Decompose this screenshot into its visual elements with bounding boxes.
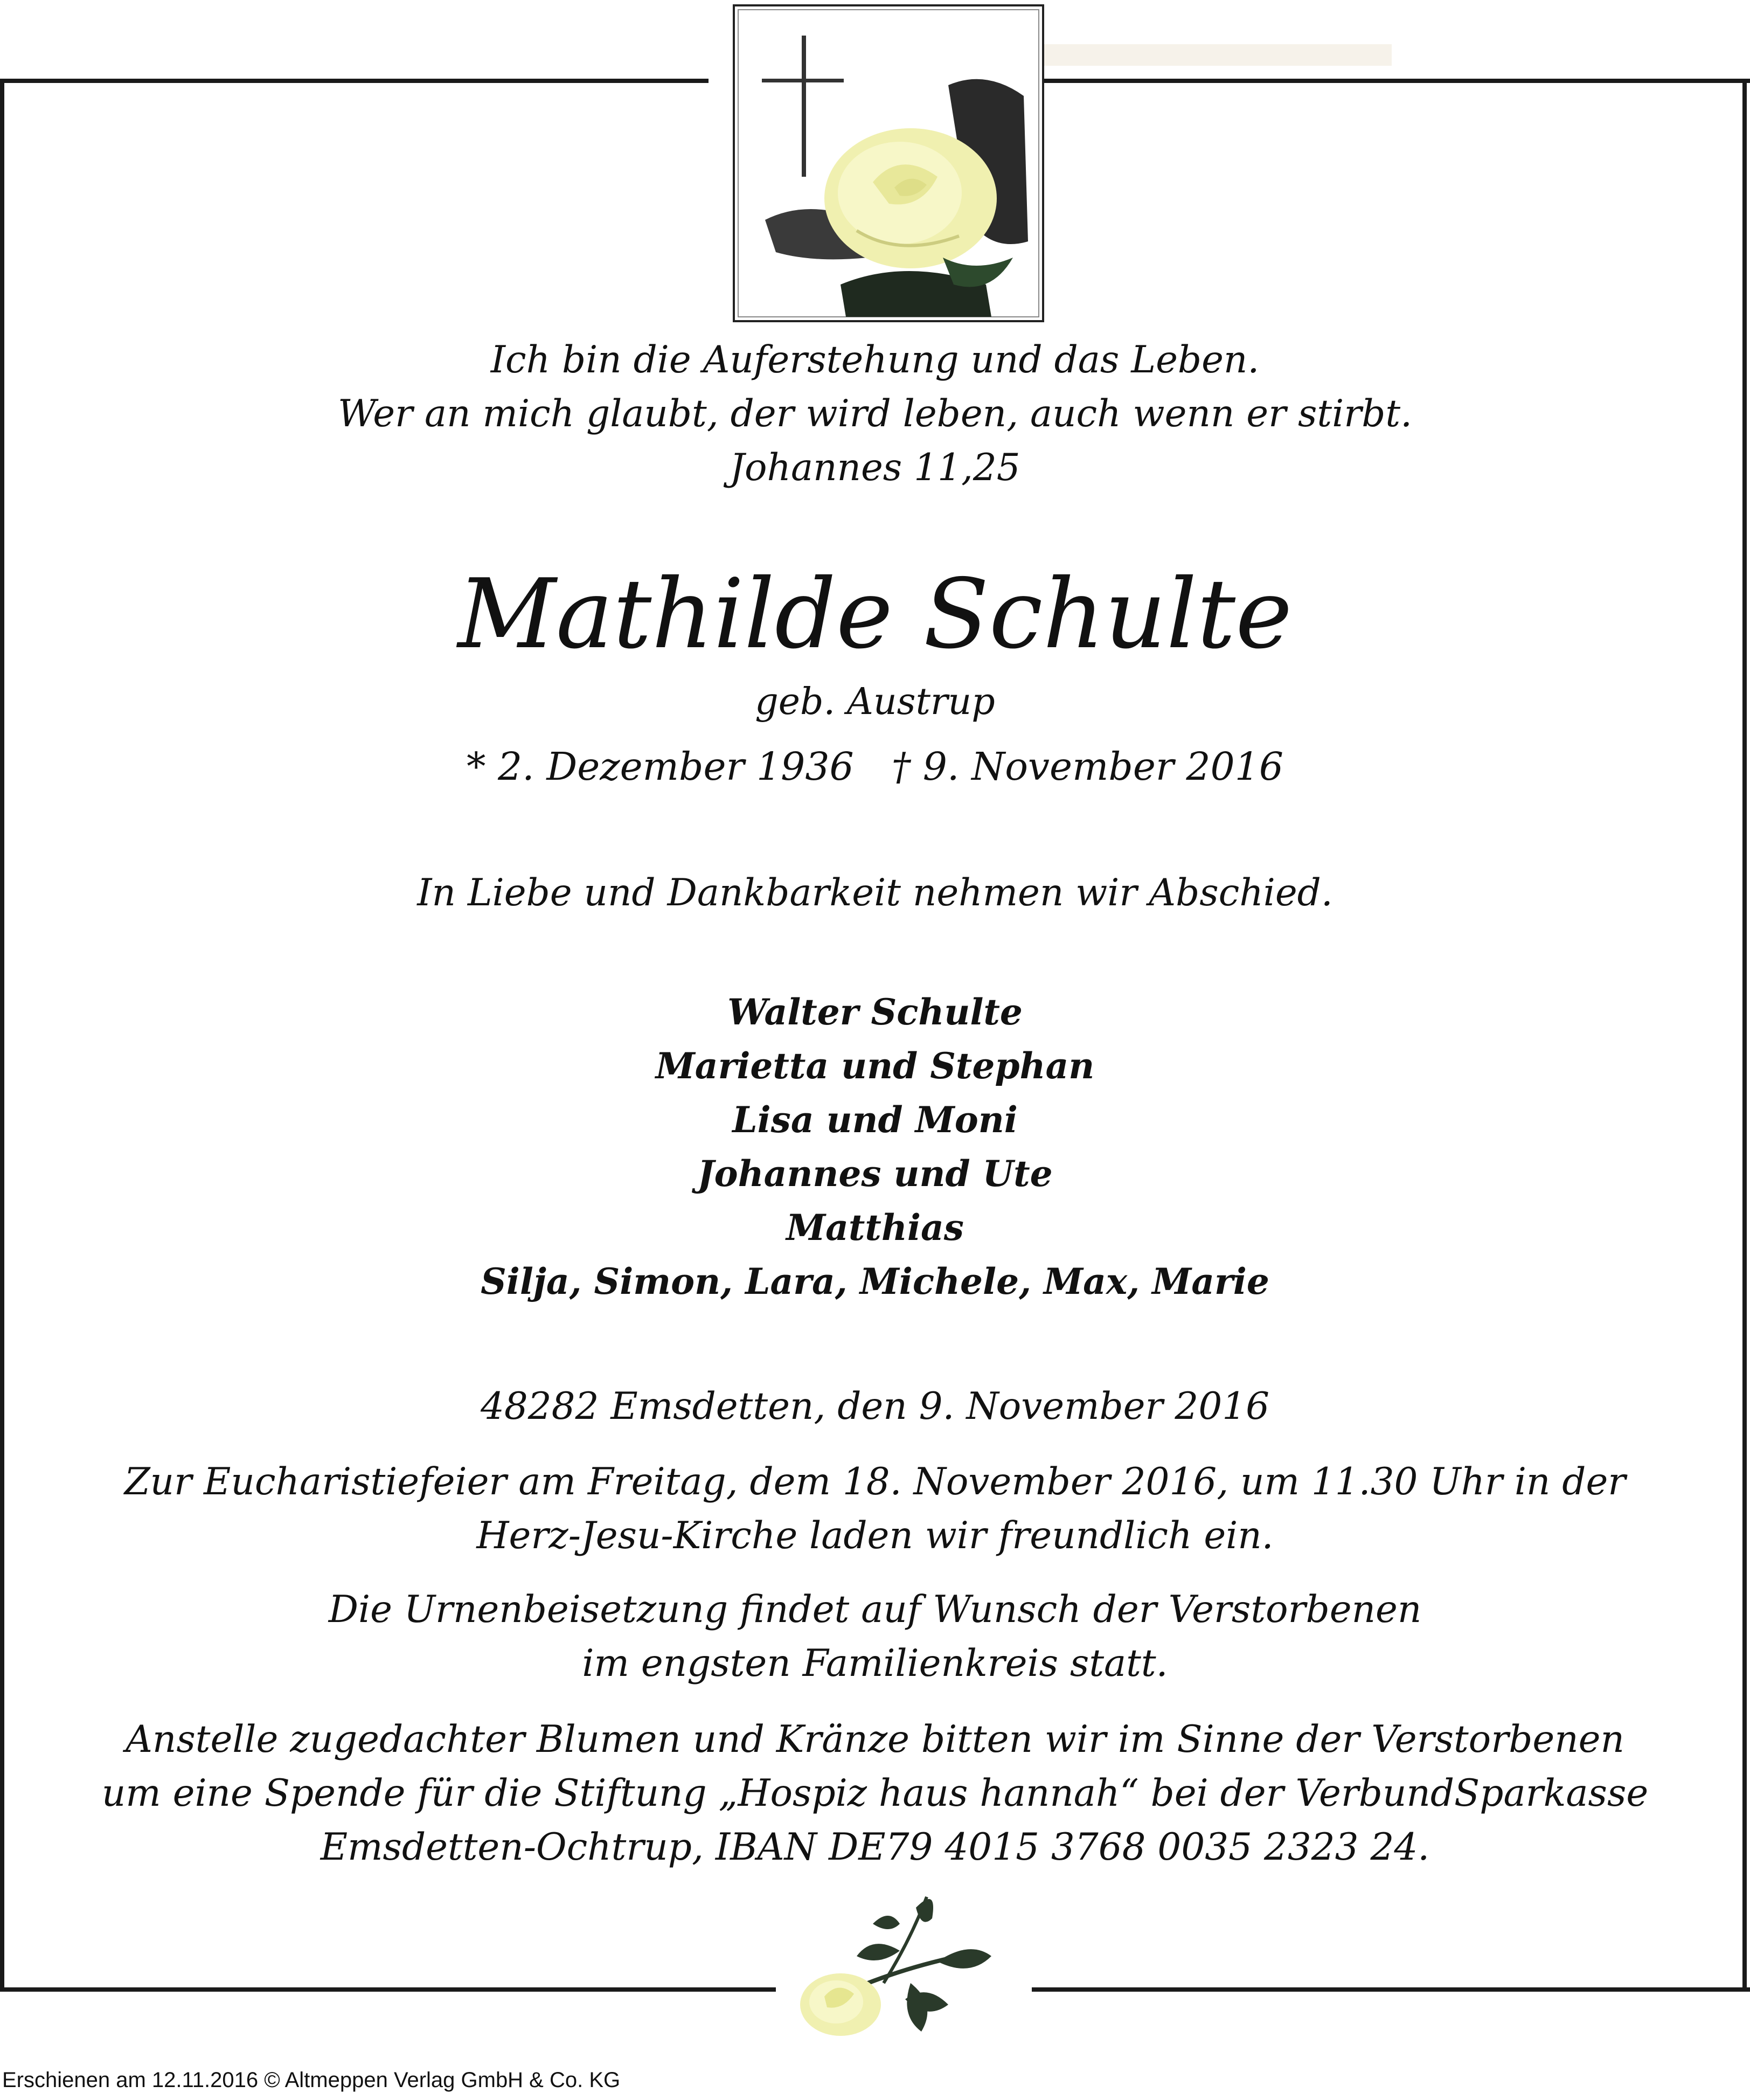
rose-icon: [776, 1875, 1034, 2037]
urn-line-2: im engsten Familienkreis statt.: [582, 1642, 1168, 1685]
verse-line-1: Ich bin die Auferstehung und das Leben.: [490, 338, 1260, 382]
frame-top-right: [1036, 79, 1750, 83]
service-line-2: Herz-Jesu-Kirche laden wir freundlich ein.: [476, 1514, 1274, 1557]
service-line-1: Zur Eucharistiefeier am Freitag, dem 18. November 2016, um 11.30 Uhr in der: [124, 1460, 1626, 1503]
life-dates: [0, 743, 1750, 791]
farewell-text: In Liebe und Dankbarkeit nehmen wir Abschied.: [417, 871, 1333, 914]
mourner: Walter Schulte: [727, 991, 1023, 1033]
service-info: [0, 1455, 1750, 1563]
frame-shadow: [1036, 44, 1392, 66]
mourner: Silja, Simon, Lara, Michele, Max, Marie: [481, 1260, 1269, 1302]
place-date: 48282 Emsdetten, den 9. November 2016: [480, 1385, 1270, 1428]
donation-line-3: Emsdetten-Ochtrup, IBAN DE79 4015 3768 0035 2323 24.: [320, 1826, 1430, 1869]
frame-bottom-left: [0, 1987, 776, 1992]
frame-top-left: [0, 79, 709, 83]
donation-line-1: Anstelle zugedachter Blumen und Kränze bitten wir im Sinne der Verstorbenen: [126, 1718, 1624, 1761]
verse-reference: Johannes 11,25: [730, 446, 1020, 489]
birth-date: * 2. Dezember 1936: [466, 744, 854, 789]
mourner: Marietta und Stephan: [655, 1045, 1095, 1087]
bible-verse: [0, 333, 1750, 495]
frame-bottom-right: [1032, 1987, 1750, 1992]
donation-info: [0, 1713, 1750, 1874]
mourner: Lisa und Moni: [732, 1099, 1018, 1141]
donation-line-2: um eine Spende für die Stiftung „Hospiz haus hannah“ bei der VerbundSparkasse: [101, 1772, 1649, 1815]
deceased-name: Mathilde Schulte: [457, 558, 1293, 670]
mourner: Johannes und Ute: [697, 1153, 1053, 1195]
publication-footer: Erschienen am 12.11.2016 © Altmeppen Verlag GmbH & Co. KG: [2, 2068, 621, 2092]
verse-line-2: Wer an mich glaubt, der wird leben, auch wenn er stirbt.: [337, 392, 1413, 435]
urn-info: [0, 1583, 1750, 1690]
death-date: † 9. November 2016: [891, 744, 1284, 789]
cross-rose-icon: [733, 4, 1044, 322]
mourners-list: [0, 985, 1750, 1308]
maiden-name: geb. Austrup: [755, 681, 995, 723]
urn-line-1: Die Urnenbeisetzung findet auf Wunsch der Verstorbenen: [328, 1588, 1422, 1631]
mourner: Matthias: [786, 1207, 964, 1249]
